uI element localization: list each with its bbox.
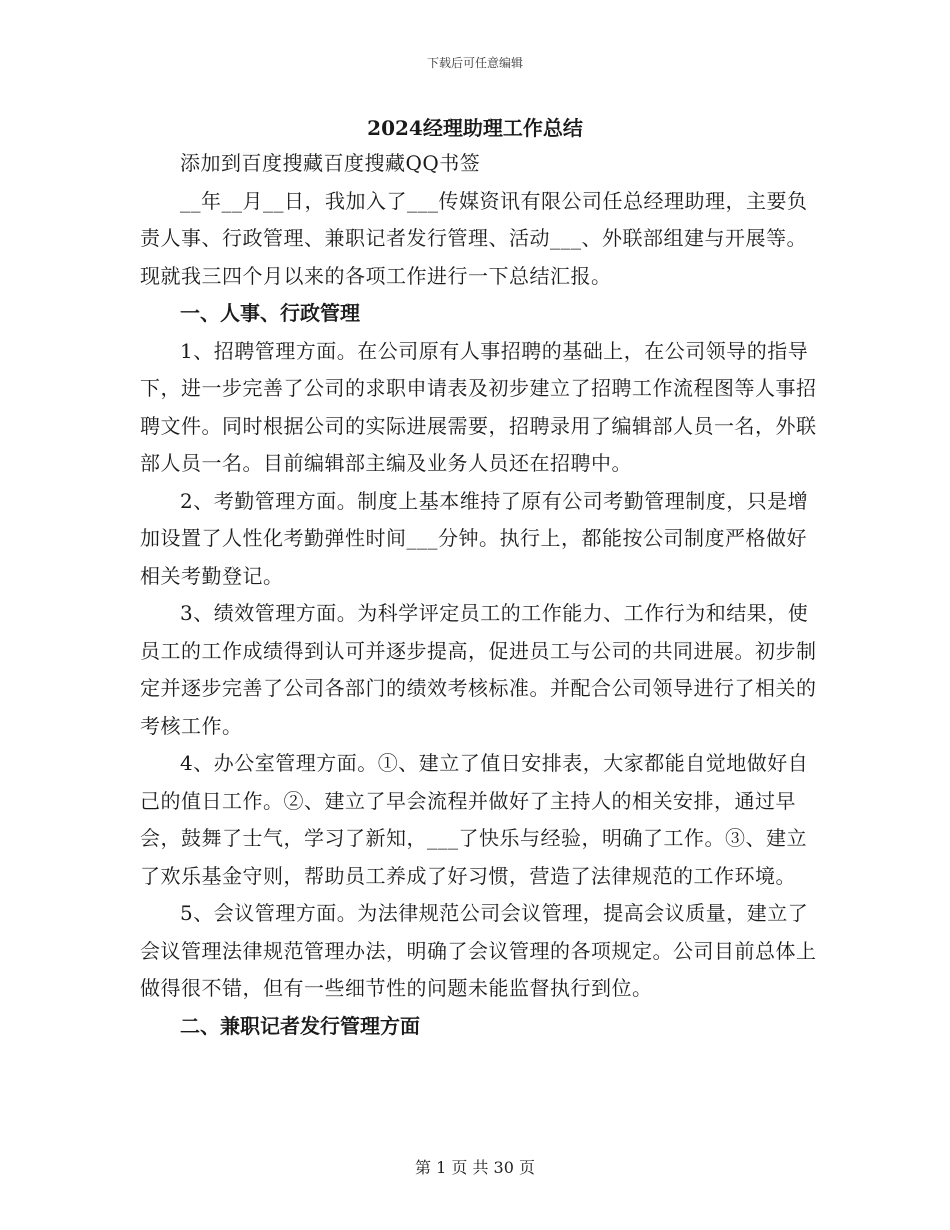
page-number-footer: 第 1 页 共 30 页: [415, 1158, 535, 1177]
paragraph-performance: 3、绩效管理方面。为科学评定员工的工作能力、工作行为和结果，使员工的工作成绩得到认可并逐步提高，促进员工与公司的共同进展。初步制定并逐步完善了公司各部门的绩效考核标准。并配合公司领导进行了相关的考核工作。: [140, 601, 817, 738]
section-heading-1: 一、人事、行政管理: [180, 301, 360, 325]
section-heading-2: 二、兼职记者发行管理方面: [180, 1013, 420, 1038]
bookmark-line: 添加到百度搜藏百度搜藏QQ书签: [180, 151, 481, 175]
paragraph-recruitment: 1、招聘管理方面。在公司原有人事招聘的基础上，在公司领导的指导下，进一步完善了公司的求职申请表及初步建立了招聘工作流程图等人事招聘文件。同时根据公司的实际进展需要，招聘录用了编辑部人员一名，外联部人员一名。目前编辑部主编及业务人员还在招聘中。: [140, 338, 817, 475]
document-title: 2024经理助理工作总结: [367, 116, 583, 140]
intro-paragraph: __年__月__日，我加入了___传媒资讯有限公司任总经理助理，主要负责人事、行政管理、兼职记者发行管理、活动___、外联部组建与开展等。现就我三四个月以来的各项工作进行一下总结汇报。: [140, 188, 808, 288]
paragraph-office: 4、办公室管理方面。①、建立了值日安排表，大家都能自觉地做好自己的值日工作。②、建立了早会流程并做好了主持人的相关安排，通过早会，鼓舞了士气，学习了新知，___了快乐与经验，明确了工作。③、建立了欢乐基金守则，帮助员工养成了好习惯，营造了法律规范的工作环境。: [140, 751, 809, 888]
document-body: [140, 145, 820, 1045]
paragraph-meetings: 5、会议管理方面。为法律规范公司会议管理，提高会议质量，建立了会议管理法律规范管理办法，明确了会议管理的各项规定。公司目前总体上做得很不错，但有一些细节性的问题未能监督执行到位。: [140, 901, 817, 1000]
page-header-note: 下载后可任意编辑: [426, 56, 523, 70]
paragraph-attendance: 2、考勤管理方面。制度上基本维持了原有公司考勤管理制度，只是增加设置了人性化考勤弹性时间___分钟。执行上，都能按公司制度严格做好相关考勤登记。: [140, 488, 809, 588]
